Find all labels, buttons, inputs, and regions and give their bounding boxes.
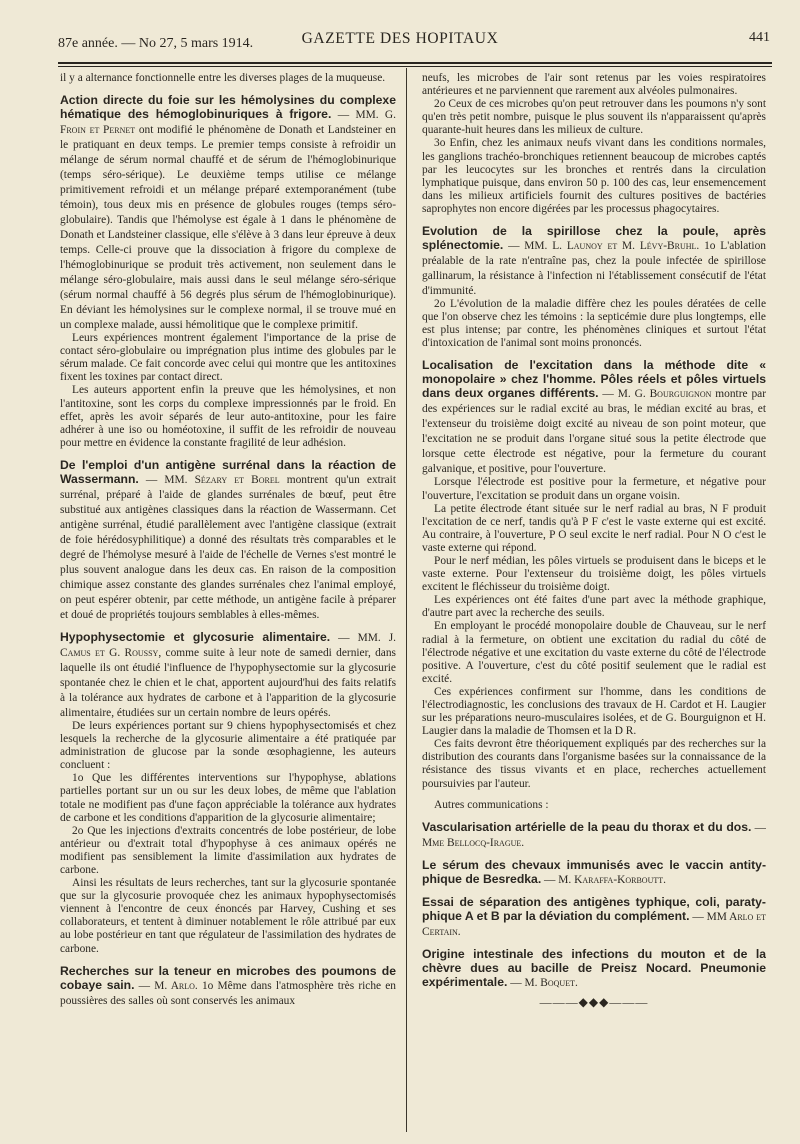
- paragraph: Leurs expériences montrent également l'importance de la prise de contact séro-globulaire ou imprégnation plus intime des globules par le sérum malade. Ce fait concorde avec celui qui montre que les antitoxines fixent les toxines par contact direct.: [60, 332, 396, 384]
- column-divider: [406, 68, 407, 1132]
- paragraph: Ces faits devront être théoriquement expliqués par des recherches sur la distribution des courants dans l'organisme basées sur la connaissance de la résistance des tissus vivants et en place, recherches actuellement poursuivies par l'auteur.: [422, 738, 766, 790]
- heading-title: Vascularisation artérielle de la peau du thorax et du dos.: [422, 819, 752, 834]
- article-lead: 1o Même dans l'atmosphère très riche en poussières des salles où sont conservés les animaux: [60, 979, 396, 1007]
- article-authors: M. Arlo.: [154, 979, 198, 992]
- paragraph: neufs, les microbes de l'air sont retenus par les voies respiratoires antérieures et ne parviennent que rarement aux alvéoles pulmonaires.: [422, 72, 766, 98]
- article-authors: M. Karaffa-Korboutt.: [558, 873, 666, 886]
- right-column: [422, 72, 766, 1132]
- journal-title: GAZETTE DES HOPITAUX: [301, 30, 499, 47]
- article-authors: Mme Bellocq-Irague.: [422, 836, 525, 849]
- heading-title: Origine intestinale des infections du mouton et de la chèvre dues au bacille de Preisz Nocard. Pneumonie expérimentale.: [422, 946, 766, 989]
- communication-item: Essai de séparation des antigènes typhique, coli, paraty-phique A et B par la déviation du complément. — MM Arlo et Certain.: [422, 894, 766, 938]
- article-heading: Localisation de l'excitation dans la méthode dite « monopolaire » chez l'homme. Pôles réels et pôles virtuels dans deux organes différents. — M. G. Bourguignon montre par des expériences sur le radial excité au bras, le médian excité au bras, et l'extenseur du troisième doigt excité au niveau de son point moteur, que l'excitation ne se produit dans l'organe situé sous la petite électrode que lorsque cette électrode est négative, pour la fermeture du courant galvanique, et positive, pour l'ouverture.: [422, 358, 766, 476]
- article-heading: De l'emploi d'un antigène surrénal dans la réaction de Wassermann. — MM. Sézary et Borel montrent qu'un extrait surrénal, préparé à l'aide de glandes surrénales de bœuf, peut être substitué aux antigènes classiques dans la réaction de Wassermann. Cet antigène surrénal, étudié parallèlement avec l'antigène classique (extrait de foie hérédosyphilitique) a donné des résultats très comparables et le degré de l'hémolyse mesuré à l'aide de l'échelle de Vernes s'est montré le plus souvent analogue dans les deux cas. En raison de la composition chimique assez constante des glandes surrénales chez l'animal employé, on peut espérer obtenir, par cette méthode, un antigène facile à préparer et doué de propriétés toujours semblables à elles-mêmes.: [60, 457, 396, 621]
- paragraph: 3o Enfin, chez les animaux neufs vivant dans les conditions normales, les ganglions trachéo-bronchiques retiennent beaucoup de microbes captés par les leucocytes sur les bronches et rentrés dans la circulation lymphatique puisque, dans environ 50 p. 100 des cas, leur ensemencement dans les milieux artificiels fournit des cultures positives de bactéries saprophytes non encore digérées par les processus phagocytaires.: [422, 137, 766, 215]
- article-lead: montre par des expériences sur le radial excité au bras, le médian excité au bras, et l'extenseur du troisième doigt excité au niveau de son point moteur, que l'excitation ne se produit dans l'organe situé sous la petite électrode que lorsque cette électrode est négative, pour la fermeture du courant galvanique, et positive, pour l'ouverture.: [422, 388, 766, 476]
- paragraph: Les expériences ont été faites d'une part avec la méthode graphique, d'autre part avec la recherche des seuils.: [422, 594, 766, 620]
- heading-title: Evolution de la spirillose chez la poule, après splénectomie.: [422, 224, 766, 253]
- other-communications-label: Autres communications :: [434, 798, 549, 811]
- page-number: 441: [749, 30, 770, 45]
- article-authors: MM. Sézary et Borel: [164, 473, 280, 486]
- paragraph: Pour le nerf médian, les pôles virtuels se produisent dans le biceps et le vaste externe. Pour l'extenseur du troisième doigt, les pôles virtuels excitent le fléchisseur du troisième doigt.: [422, 554, 766, 594]
- paragraph: Lorsque l'électrode est positive pour la fermeture, et négative pour l'ouverture, l'excitation se produit dans un organe voisin.: [422, 476, 766, 502]
- header-rule-thin: [58, 66, 772, 67]
- article-authors: MM. J. Camus et G. Roussy,: [60, 631, 396, 659]
- article-heading: Action directe du foie sur les hémolysines du complexe hématique des hémoglobinuriques à frigore. — MM. G. Froin et Pernet ont modifié le phénomène de Donath et Landsteiner en le pratiquant en deux temps. Le premier temps consiste à refroidir un mélange de sérum normal chauffé et de sérum de l'hémoglobinurique (temps séro-sérique). Le deuxième temps utilise ce mélange primitivement refroidi et un mélange préparé extemporanément (tube témoin), tous deux mis en présence de globules rouges (temps séro-globulaire). Tandis que l'hémolyse est égale à 1 dans le phénomène de Donath et Landsteiner classique, elle s'élève à 3 dans leur épreuve à deux temps. Celle-ci prouve que la dissociation à frigore du complexe de l'hémoglobinurique se produit très activement, non seulement dans le mélange séro-globulaire, mais aussi dans le seul mélange séro-sérique (sérum normal chauffé à 56 degrés plus sérum de l'hémoglobinurique). En déviant les hémolysines sur le complexe normal, il se trouve mué en un complexe malade, aussi hémolitique que le complexe primitif.: [60, 93, 396, 332]
- paragraph: En employant le procédé monopolaire double de Chauveau, sur le nerf radial à la fermeture, on obtient une excitation du radial du côté de l'électrode négative et une excitation du vaste externe du côté de l'électrode positive. A l'ouverture, c'est du côté positif seulement que le radial est excité.: [422, 620, 766, 685]
- heading-title: De l'emploi d'un antigène surrénal dans la réaction de Wassermann.: [60, 457, 396, 486]
- article-lead: ont modifié le phénomène de Donath et Landsteiner en le pratiquant en deux temps. Le premier temps consiste à refroidir un mélange de sérum normal chauffé et de sérum de l'hémoglobinurique (temps séro-sérique). Le deuxième temps utilise ce mélange primitivement refroidi et un mélange préparé extemporanément (tube témoin), tous deux mis en présence de globules rouges (temps séro-globulaire). Tandis que l'hémolyse est égale à 1 dans le phénomène de Donath et Landsteiner classique, elle s'élève à 3 dans leur épreuve à deux temps. Celle-ci prouve que la dissociation à frigore du complexe de l'hémoglobinurique se produit très activement, non seulement dans le mélange séro-globulaire, mais aussi dans le seul mélange séro-sérique (sérum normal chauffé à 56 degrés plus sérum de l'hémoglobinurique). En déviant les hémolysines sur le complexe normal, il se trouve mué en un complexe malade, aussi hémolitique que le complexe primitif.: [60, 124, 396, 332]
- heading-title: Essai de séparation des antigènes typhique, coli, paraty-phique A et B par la déviation du complément.: [422, 894, 766, 923]
- ornament-divider: ———◆◆◆———: [539, 994, 649, 1009]
- article-heading: Recherches sur la teneur en microbes des poumons de cobaye sain. — M. Arlo. 1o Même dans l'atmosphère très riche en poussières des salles où sont conservés les animaux: [60, 963, 396, 1007]
- heading-title: Action directe du foie sur les hémolysines du complexe hématique des hémoglobinuriques à frigore.: [60, 93, 396, 122]
- paragraph: Ainsi les résultats de leurs recherches, tant sur la glycosurie spontanée que sur la glycosurie provoquée chez les animaux hypophysectomisés viennent à l'encontre de ceux énoncés par Harvey, Cushing et ses collaborateurs, et tentent à diminuer notablement le rôle attribué par eux au lobe postérieur en tant que régulateur de l'assimilation des hydrates de carbone.: [60, 877, 396, 955]
- article-heading: Evolution de la spirillose chez la poule, après splénectomie. — MM. L. Launoy et M. Lévy-Bruhl. 1o L'ablation préalable de la rate n'entraîne pas, chez la poule infectée de spirillose gallinarum, la résistance à l'infection ni l'établissement consécutif de l'état d'immunité.: [422, 224, 766, 298]
- paragraph: 1o Que les différentes interventions sur l'hypophyse, ablations partielles portant sur un ou sur les deux lobes, de même que l'ablation totale ne modifient pas d'une façon appréciable la tolérance aux hydrates de carbone et les conditions d'apparition de la glycosurie alimentaire;: [60, 772, 396, 824]
- article-lead: montrent qu'un extrait surrénal, préparé à l'aide de glandes surrénales de bœuf, peut être substitué aux antigènes classiques dans la réaction de Wassermann. Cet antigène surrénal, étudié parallèlement avec l'antigène classique (extrait de foie hérédosyphilitique) a donné des résultats très comparables et le degré de l'hémolyse mesuré à l'aide de l'échelle de Vernes s'est montré le plus souvent analogue dans les deux cas. En raison de la composition chimique assez constante des glandes surrénales chez l'animal employé, on peut espérer obtenir, par cette méthode, un antigène facile à préparer et doué de propriétés toujours semblables à elles-mêmes.: [60, 473, 396, 621]
- heading-title: Hypophysectomie et glycosurie alimentaire.: [60, 629, 331, 644]
- heading-title: Localisation de l'excitation dans la méthode dite « monopolaire » chez l'homme. Pôles réels et pôles virtuels dans deux organes différents.: [422, 358, 766, 401]
- page-header: [30, 26, 770, 56]
- communication-item: Origine intestinale des infections du mouton et de la chèvre dues au bacille de Preisz Nocard. Pneumonie expérimentale. — M. Boquet.: [422, 946, 766, 989]
- paragraph: La petite électrode étant située sur le nerf radial au bras, N F produit l'excitation de ce nerf, tandis qu'à P F c'est le vaste externe qui est excité. Au contraire, à l'ouverture, P O seul excite le nerf radial. Pour N O c'est le vaste externe qui répond.: [422, 502, 766, 554]
- paragraph: Ces expériences confirment sur l'homme, dans les conditions de l'électrodiagnostic, les conclusions des travaux de H. Cardot et H. Laugier sur les préparations neuro-musculaires isolées, et de G. Bourguignon et H. Laugier dans la maladie de Thomsen et la D R.: [422, 685, 766, 738]
- header-rule-thick: [58, 62, 772, 64]
- article-lead: 1o L'ablation préalable de la rate n'entraîne pas, chez la poule infectée de spirillose gallinarum, la résistance à l'infection ni l'établissement consécutif de l'état d'immunité.: [422, 240, 766, 298]
- article-authors: M. Boquet.: [524, 976, 578, 989]
- communication-item: Le sérum des chevaux immunisés avec le vaccin antity-phique de Besredka. — M. Karaffa-Korboutt.: [422, 857, 766, 886]
- article-lead: comme suite à leur note de samedi dernier, dans laquelle ils ont étudié l'influence de l'hypophysectomie sur la glycosurie spontanée chez le chien et le chat, apportent aujourd'hui des faits relatifs à la tolérance aux hydrates de carbone et à l'apparition de la glycosurie alimentaire, étudiées sur un certain nombre de leurs opérés.: [60, 646, 396, 719]
- paragraph: il y a alternance fonctionnelle entre les diverses plages de la muqueuse.: [60, 72, 386, 84]
- communication-item: Vascularisation artérielle de la peau du thorax et du dos. — Mme Bellocq-Irague.: [422, 819, 766, 849]
- paragraph: Les auteurs apportent enfin la preuve que les hémolysines, et non l'antitoxine, sont les corps du complexe impressionnés par le froid. En effet, après les avoir séparés de leur auto-antitoxine, pour les faire adhérer à une iso ou homéotoxine, il suffit de les refroidir de nouveau pour mettre en évidence la constante fragilité de leur adhésion.: [60, 384, 396, 449]
- article-authors: MM Arlo et Certain.: [422, 910, 766, 938]
- article-authors: M. G. Bourguignon: [617, 388, 712, 401]
- paragraph: 2o Que les injections d'extraits concentrés de lobe postérieur, de lobe antérieur ou d'extrait total d'hypophyse à ces animaux opérés ne modifient pas sensiblement la limite d'assimilation aux hydrates de carbone.: [60, 824, 396, 876]
- issue-info: 87e année. — No 27, 5 mars 1914.: [58, 36, 254, 51]
- article-authors: MM. L. Launoy et M. Lévy-Bruhl.: [524, 240, 700, 253]
- article-heading: Hypophysectomie et glycosurie alimentaire. — MM. J. Camus et G. Roussy, comme suite à leur note de samedi dernier, dans laquelle ils ont étudié l'influence de l'hypophysectomie sur la glycosurie spontanée chez le chien et le chat, apportent aujourd'hui des faits relatifs à la tolérance aux hydrates de carbone et à l'apparition de la glycosurie alimentaire, étudiées sur un certain nombre de leurs opérés.: [60, 629, 396, 719]
- article-authors: MM. G. Froin et Pernet: [60, 109, 396, 137]
- left-column: [60, 72, 396, 1132]
- paragraph: 2o L'évolution de la maladie diffère chez les poules dératées de celle que l'on observe chez les témoins : la septicémie dure plus longtemps, elle est plus intense; par contre, les phénomènes cliniques et surtout l'état d'intoxication de l'animal sont moins prononcés.: [422, 298, 766, 350]
- heading-title: Le sérum des chevaux immunisés avec le vaccin antity-phique de Besredka.: [422, 857, 766, 886]
- paragraph: De leurs expériences portant sur 9 chiens hypophysectomisés et chez lesquels la recherche de la glycosurie alimentaire a été pratiquée par administration de glucose par la sonde œsophagienne, les auteurs concluent :: [60, 719, 396, 772]
- heading-title: Recherches sur la teneur en microbes des poumons de cobaye sain.: [60, 963, 396, 992]
- paragraph: 2o Ceux de ces microbes qu'on peut retrouver dans les poumons n'y sont qu'en très petit nombre, puisque le plus souvent ils n'apparaissent qu'après quarante-huit heures dans les milieux de culture.: [422, 98, 766, 137]
